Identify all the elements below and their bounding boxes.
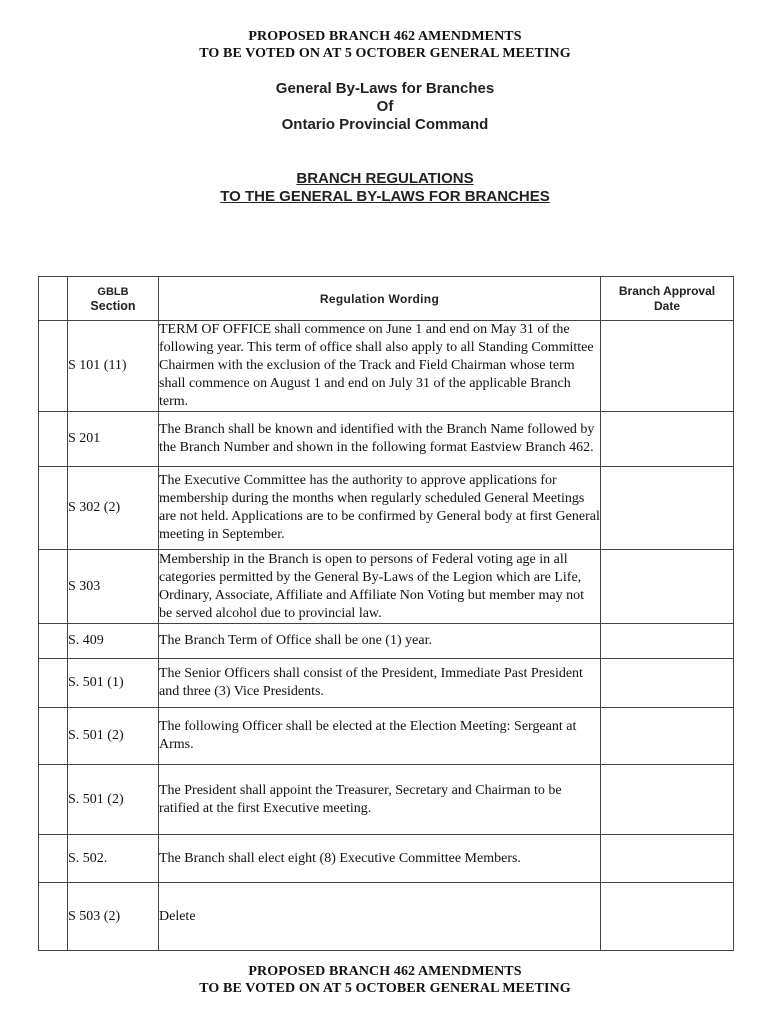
table-row [39,659,734,708]
row-wording: The Branch Term of Office shall be one (1) year. [159,624,601,659]
row-blank-cell [39,412,68,467]
row-blank-cell [39,835,68,883]
row-blank-cell [39,708,68,765]
row-section: S. 502. [68,835,159,883]
document-title [0,80,770,134]
gblb-section-header [68,277,159,321]
row-section: S. 409 [68,624,159,659]
row-blank-cell [39,321,68,412]
footer-line-1: PROPOSED BRANCH 462 AMENDMENTS [248,964,522,979]
blank-header-cell [39,277,68,321]
table-row [39,765,734,835]
document-footer [0,963,770,997]
row-wording: The following Officer shall be elected at the Election Meeting: Sergeant at Arms. [159,708,601,765]
row-wording: Membership in the Branch is open to persons of Federal voting age in all categories permitted by the General By-Laws of the Legion which are Life, Ordinary, Associate, Affiliate and Affiliate Non Voting but member may not be served alcohol due to provincial law. [159,550,601,624]
row-approval-date[interactable] [601,708,734,765]
row-approval-date[interactable] [601,835,734,883]
row-approval-date[interactable] [601,321,734,412]
row-wording: The Branch shall be known and identified with the Branch Name followed by the Branch Number and shown in the following format Eastview Branch 462. [159,412,601,467]
row-approval-date[interactable] [601,659,734,708]
row-approval-date[interactable] [601,883,734,951]
footer-line-2: TO BE VOTED ON AT 5 OCTOBER GENERAL MEETING [199,981,571,996]
row-section: S 303 [68,550,159,624]
table-row [39,467,734,550]
row-blank-cell [39,624,68,659]
row-section: S 503 (2) [68,883,159,951]
row-wording: The Senior Officers shall consist of the President, Immediate Past President and three (3) Vice Presidents. [159,659,601,708]
row-wording: The Executive Committee has the authority to approve applications for membership during the months when regularly scheduled General Meetings are not held. Applications are to be confirmed by General body at first General meeting in September. [159,467,601,550]
row-section: S. 501 (2) [68,708,159,765]
row-wording: Delete [159,883,601,951]
row-section: S. 501 (2) [68,765,159,835]
row-section: S 101 (11) [68,321,159,412]
table-row [39,883,734,951]
approval-header-line-2: Date [653,298,680,313]
regulation-wording-header: Regulation Wording [159,277,601,321]
table-row [39,835,734,883]
table-row [39,708,734,765]
regulations-heading-line-1: BRANCH REGULATIONS [296,170,474,187]
row-wording: TERM OF OFFICE shall commence on June 1 and end on May 31 of the following year. This term of office shall also apply to all Standing Committee Chairmen with the exclusion of the Track and Field Chairman whose term shall commence on August 1 and end on July 31 of the applicable Branch term. [159,321,601,412]
table-row [39,550,734,624]
row-blank-cell [39,550,68,624]
branch-approval-header [601,277,734,321]
row-approval-date[interactable] [601,412,734,467]
header-line-1: PROPOSED BRANCH 462 AMENDMENTS [248,29,522,44]
row-approval-date[interactable] [601,624,734,659]
regulations-table [38,276,734,951]
table-row [39,321,734,412]
row-approval-date[interactable] [601,765,734,835]
row-section: S 201 [68,412,159,467]
row-section: S. 501 (1) [68,659,159,708]
row-wording: The Branch shall elect eight (8) Executive Committee Members. [159,835,601,883]
gblb-header-label: GBLB [97,285,129,298]
header-line-2: TO BE VOTED ON AT 5 OCTOBER GENERAL MEETING [199,46,571,61]
title-line-2: Of [376,98,394,115]
row-blank-cell [39,883,68,951]
row-approval-date[interactable] [601,550,734,624]
row-blank-cell [39,765,68,835]
table-row [39,624,734,659]
table-header-row [39,277,734,321]
document-header [0,28,770,62]
row-approval-date[interactable] [601,467,734,550]
approval-header-line-1: Branch Approval [618,283,716,298]
row-blank-cell [39,467,68,550]
title-line-3: Ontario Provincial Command [281,116,489,133]
section-header-label: Section [90,298,136,313]
title-line-1: General By-Laws for Branches [275,80,495,97]
table-row [39,412,734,467]
row-wording: The President shall appoint the Treasurer, Secretary and Chairman to be ratified at the first Executive meeting. [159,765,601,835]
row-section: S 302 (2) [68,467,159,550]
row-blank-cell [39,659,68,708]
regulations-heading-line-2: TO THE GENERAL BY-LAWS FOR BRANCHES [220,188,550,205]
regulations-heading [0,170,770,206]
